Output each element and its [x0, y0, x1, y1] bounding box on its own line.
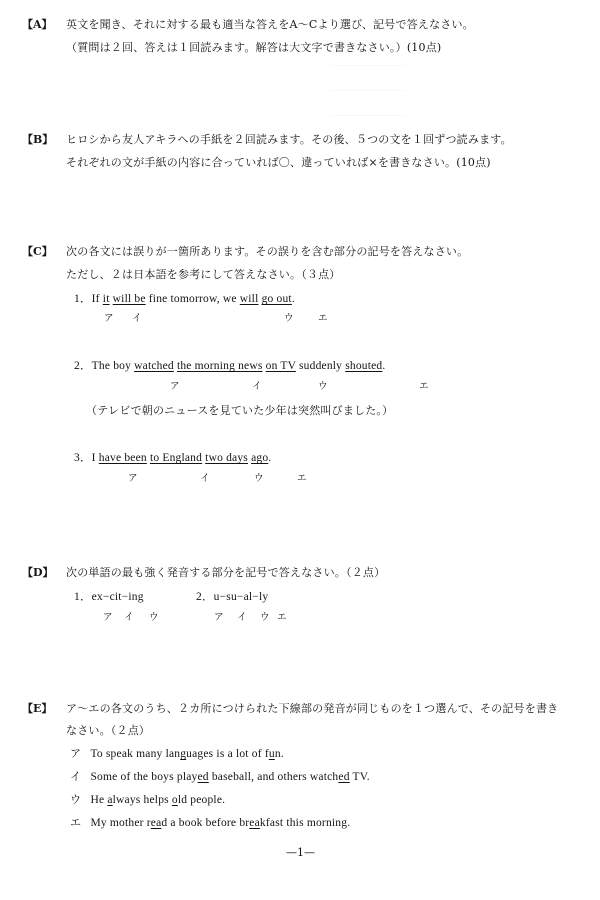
section-d-label: 【D】 [22, 566, 54, 579]
underlined-choice-b: the morning news [176, 360, 263, 372]
underlined-choice-c: will [239, 293, 259, 305]
underlined-choice-d: shouted [345, 360, 383, 372]
underlined-choice-b: to England [149, 452, 203, 464]
bleed-through-text: _______________ [330, 80, 405, 91]
syllable-marker: ア [214, 612, 224, 623]
question-number: 1． [74, 293, 92, 305]
section-a-label: 【A】 [22, 18, 53, 31]
section-a-instruction: 英文を聞き、それに対する最も適当な答えをA〜Cより選び、記号で答えなさい。 [66, 18, 474, 31]
choice-marker: イ [252, 381, 262, 392]
section-b-note: それぞれの文が手紙の内容に合っていれば〇、違っていれば×を書きなさい。(10点) [66, 156, 491, 169]
choice-item-d: エ My mother read a book before breakfast this morning. [70, 817, 351, 829]
section-c-label: 【C】 [22, 245, 53, 258]
choice-marker: ウ [254, 473, 264, 484]
question-c3: 3．I have been to England two days ago. [74, 452, 272, 464]
question-number: 2． [74, 360, 92, 372]
underlined-sound: o [171, 794, 178, 806]
choice-marker: ア [104, 313, 114, 324]
underlined-sound: u [268, 748, 275, 760]
choice-marker: ア [170, 381, 180, 392]
sentence-fragment: If [91, 293, 100, 305]
section-a-note: （質問は２回、答えは１回読みます。解答は大文字で書きなさい。）(10点) [66, 41, 442, 54]
section-c-instruction: 次の各文には誤りが一箇所あります。その誤りを含む部分の記号を答えなさい。 [66, 245, 469, 258]
choice-mark: ウ [70, 794, 82, 806]
choice-marker: エ [297, 473, 307, 484]
question-number: 3． [74, 452, 92, 464]
choice-marker: イ [200, 473, 210, 484]
question-c1: 1．If it will be fine tomorrow, we will go out. [74, 293, 295, 305]
syllable-marker: ウ [260, 612, 270, 623]
underlined-sound: ea [150, 817, 162, 829]
section-c-note: ただし、２は日本語を参考にして答えなさい。（３点） [66, 268, 341, 281]
bleed-through-text: _______________ [330, 105, 405, 116]
underlined-sound: a [107, 794, 113, 806]
underlined-sound: ed [338, 771, 350, 783]
page-number: —1— [286, 846, 315, 859]
underlined-sound: g [180, 748, 187, 760]
question-d2: 2．u−su−al−ly [196, 591, 269, 603]
choice-marker: ア [128, 473, 138, 484]
choice-marker: ウ [284, 313, 294, 324]
choice-item-c: ウ He always helps old people. [70, 794, 226, 806]
section-e-instruction-cont: なさい。（２点） [66, 724, 151, 737]
section-e-instruction: ア〜エの各文のうち、２カ所につけられた下線部の発音が同じものを１つ選んで、その記号を書き [66, 702, 559, 715]
choice-marker: エ [318, 313, 328, 324]
underlined-choice-a: it [102, 293, 110, 305]
underlined-choice-c: two days [205, 452, 248, 464]
choice-item-a: ア To speak many languages is a lot of fun. [70, 748, 284, 760]
syllable-marker: ウ [149, 612, 159, 623]
choice-marker: エ [419, 381, 429, 392]
syllable-marker: イ [237, 612, 247, 623]
choice-mark: ア [70, 748, 82, 760]
underlined-choice-a: have been [98, 452, 147, 464]
question-c2: 2．The boy watched the morning news on TV suddenly shouted. [74, 360, 386, 372]
syllable-marker: イ [124, 612, 134, 623]
choice-mark: イ [70, 771, 82, 783]
section-b-label: 【B】 [22, 133, 54, 146]
syllable-marker: ア [103, 612, 113, 623]
section-e-label: 【E】 [22, 702, 53, 715]
choice-item-b: イ Some of the boys played baseball, and others watched TV. [70, 771, 370, 783]
choice-marker: ウ [318, 381, 328, 392]
translation-note: （テレビで朝のニュースを見ていた少年は突然叫びました。） [86, 404, 394, 417]
underlined-choice-b: will be [112, 293, 146, 305]
bleed-through-text: _______________ [330, 55, 405, 66]
choice-marker: イ [132, 313, 142, 324]
choice-mark: エ [70, 817, 82, 829]
underlined-sound: ea [249, 817, 260, 829]
underlined-choice-a: watched [134, 360, 174, 372]
section-d-instruction: 次の単語の最も強く発音する部分を記号で答えなさい。（２点） [66, 566, 386, 579]
underlined-choice-d: ago [251, 452, 269, 464]
underlined-choice-d: go out [261, 293, 292, 305]
underlined-choice-c: on TV [265, 360, 296, 372]
underlined-sound: ed [197, 771, 209, 783]
syllable-marker: エ [277, 612, 287, 623]
question-d1: 1．ex−cit−ing [74, 591, 144, 603]
section-b-instruction: ヒロシから友人アキラへの手紙を２回読みます。その後、５つの文を１回ずつ読みます。 [66, 133, 512, 146]
